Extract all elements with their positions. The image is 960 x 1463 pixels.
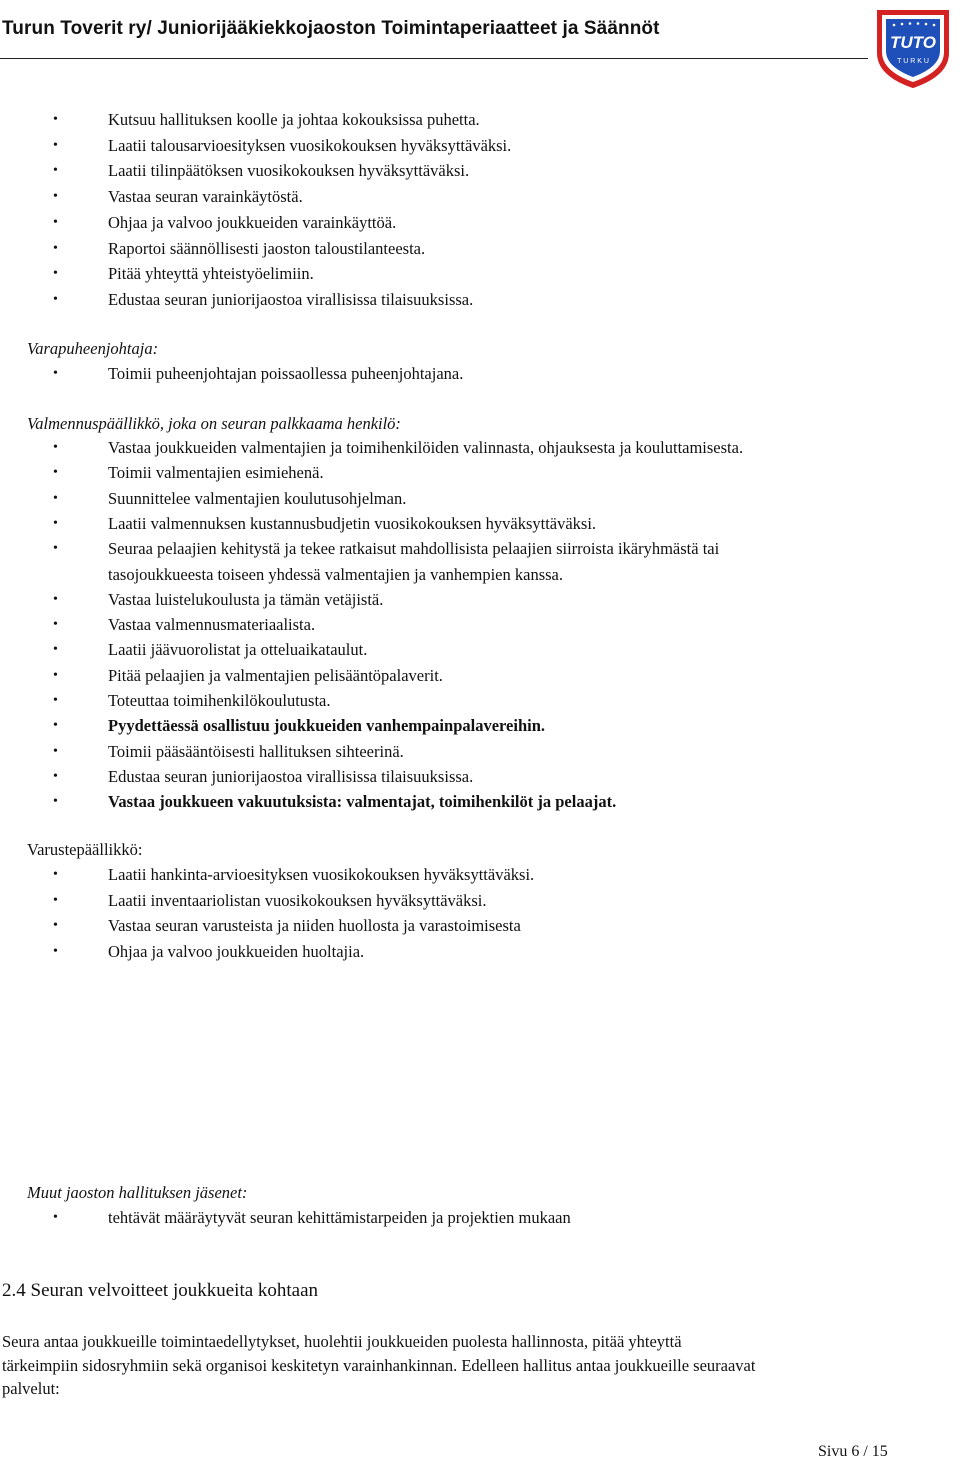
list-item: Vastaa valmennusmateriaalista. bbox=[108, 615, 316, 635]
bullet-icon: • bbox=[53, 541, 58, 557]
list-item: Laatii jäävuorolistat ja otteluaikataulut. bbox=[108, 640, 368, 660]
bullet-icon: • bbox=[53, 768, 58, 784]
bullet-icon: • bbox=[53, 515, 58, 531]
list-item: Vastaa seuran varainkäytöstä. bbox=[108, 187, 303, 207]
bullet-icon: • bbox=[53, 366, 58, 381]
bullet-icon: • bbox=[53, 465, 58, 481]
list-item: Vastaa joukkueiden valmentajien ja toimihenkilöiden valinnasta, ohjauksesta ja kouluttamisesta. bbox=[108, 438, 744, 457]
list-item: Kutsuu hallituksen koolle ja johtaa kokouksissa puhetta. bbox=[108, 110, 480, 129]
bullet-icon: • bbox=[53, 291, 58, 307]
paragraph-line: Seura antaa joukkueille toimintaedellytykset, huolehtii joukkueiden puolesta hallinnosta, pitää yhteyttä bbox=[2, 1332, 682, 1351]
bullet-icon: • bbox=[53, 892, 58, 908]
bullet-icon: • bbox=[53, 266, 58, 282]
bullet-icon: • bbox=[53, 617, 58, 633]
bullet-icon: • bbox=[53, 490, 58, 506]
bullet-icon: • bbox=[53, 591, 58, 607]
list-item: Seuraa pelaajien kehitystä ja tekee ratkaisut mahdollisista pelaajien siirroista ikäryhmästä tai bbox=[108, 539, 720, 559]
list-item: Vastaa luistelukoulusta ja tämän vetäjistä. bbox=[108, 589, 384, 609]
heading-varapuheenjohtaja: Varapuheenjohtaja: bbox=[27, 339, 159, 358]
list-item: Ohjaa ja valvoo joukkueiden huoltajia. bbox=[108, 942, 365, 962]
heading-valmennuspaallikko: Valmennuspäällikkö, joka on seuran palkkaama henkilö: bbox=[27, 414, 401, 433]
bullet-icon: • bbox=[53, 440, 58, 455]
list-item: Pyydettäessä osallistuu joukkueiden vanhempainpalavereihin. bbox=[108, 716, 546, 736]
heading-muut-jasenet: Muut jaoston hallituksen jäsenet: bbox=[27, 1183, 248, 1202]
list-item: Vastaa joukkueen vakuutuksista: valmentajat, toimihenkilöt ja pelaajat. bbox=[108, 792, 617, 812]
list-item: tasojoukkueesta toiseen yhdessä valmentajien ja vanhempien kanssa. bbox=[108, 564, 563, 584]
tuto-logo-icon bbox=[872, 3, 954, 89]
list-item: Laatii hankinta-arvioesityksen vuosikokouksen hyväksyttäväksi. bbox=[108, 865, 535, 884]
heading-varustepaallikko: Varustepäällikkö: bbox=[27, 840, 143, 859]
bullet-icon: • bbox=[53, 918, 58, 934]
list-item: Pitää yhteyttä yhteistyöelimiin. bbox=[108, 264, 314, 284]
bullet-icon: • bbox=[53, 1210, 58, 1225]
list-item: Toimii valmentajien esimiehenä. bbox=[108, 463, 324, 483]
bullet-icon: • bbox=[53, 667, 58, 683]
list-item: Laatii talousarvioesityksen vuosikokouksen hyväksyttäväksi. bbox=[108, 135, 512, 155]
list-item: Pitää pelaajien ja valmentajien pelisääntöpalaverit. bbox=[108, 665, 443, 685]
document-header-title: Turun Toverit ry/ Juniorijääkiekkojaoston Toimintaperiaatteet ja Säännöt bbox=[2, 18, 660, 39]
paragraph-line: tärkeimpiin sidosryhmiin sekä organisoi keskitetyn varainhankinnan. Edelleen hallitus antaa joukkueille seuraavat bbox=[2, 1355, 756, 1375]
list-item: Raportoi säännöllisesti jaoston taloustilanteesta. bbox=[108, 238, 426, 258]
bullet-icon: • bbox=[53, 189, 58, 205]
bullet-icon: • bbox=[53, 944, 58, 960]
bullet-icon: • bbox=[53, 794, 58, 810]
list-item: Toimii puheenjohtajan poissaollessa puheenjohtajana. bbox=[108, 364, 464, 383]
bullet-icon: • bbox=[53, 743, 58, 759]
list-item: Edustaa seuran juniorijaostoa virallisissa tilaisuuksissa. bbox=[108, 766, 474, 786]
paragraph-line: palvelut: bbox=[2, 1379, 60, 1398]
page-number: Sivu 6 / 15 bbox=[818, 1443, 888, 1460]
bullet-icon: • bbox=[53, 214, 58, 230]
header-divider bbox=[0, 58, 868, 59]
list-item: tehtävät määräytyvät seuran kehittämistarpeiden ja projektien mukaan bbox=[108, 1208, 571, 1227]
bullet-icon: • bbox=[53, 163, 58, 179]
section-title: 2.4 Seuran velvoitteet joukkueita kohtaan bbox=[2, 1280, 319, 1301]
list-item: Suunnittelee valmentajien koulutusohjelman. bbox=[108, 488, 407, 508]
list-item: Laatii valmennuksen kustannusbudjetin vuosikokouksen hyväksyttäväksi. bbox=[108, 513, 597, 533]
list-item: Toteuttaa toimihenkilökoulutusta. bbox=[108, 691, 331, 710]
bullet-icon: • bbox=[53, 718, 58, 734]
bullet-icon: • bbox=[53, 112, 58, 127]
list-item: Toimii pääsääntöisesti hallituksen sihteerinä. bbox=[108, 741, 404, 761]
list-item: Laatii tilinpäätöksen vuosikokouksen hyväksyttäväksi. bbox=[108, 161, 470, 181]
list-item: Ohjaa ja valvoo joukkueiden varainkäyttöä. bbox=[108, 212, 397, 232]
bullet-icon: • bbox=[53, 240, 58, 256]
list-item: Laatii inventaariolistan vuosikokouksen hyväksyttäväksi. bbox=[108, 890, 487, 910]
list-item: Vastaa seuran varusteista ja niiden huollosta ja varastoimisesta bbox=[108, 916, 521, 936]
bullet-icon: • bbox=[53, 693, 58, 708]
logo-subtext: T U R K U bbox=[897, 58, 929, 65]
bullet-icon: • bbox=[53, 137, 58, 153]
bullet-icon: • bbox=[53, 867, 58, 882]
bullet-icon: • bbox=[53, 642, 58, 658]
list-item: Edustaa seuran juniorijaostoa virallisissa tilaisuuksissa. bbox=[108, 289, 474, 309]
logo-text: TUTO bbox=[890, 33, 936, 52]
